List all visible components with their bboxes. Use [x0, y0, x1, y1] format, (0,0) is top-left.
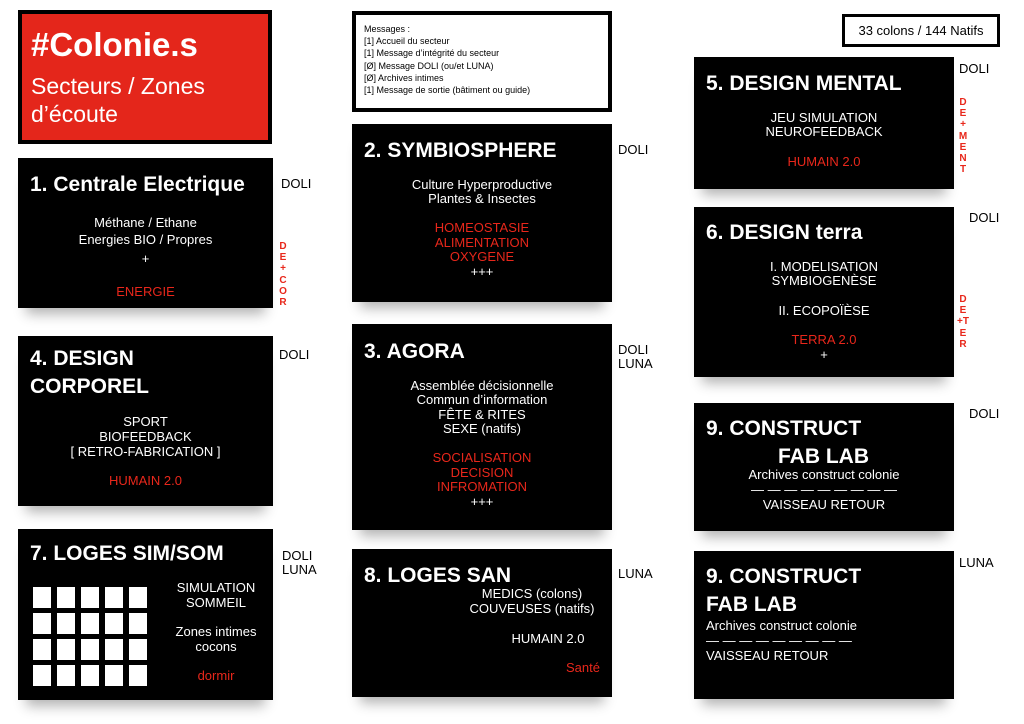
sector-line: Archives construct colonie — [706, 618, 858, 633]
sector-line: II. ECOPOÏÈSE — [778, 303, 870, 318]
sector-loges-sim-som — [18, 529, 273, 700]
sector-highlight: HUMAIN 2.0 — [109, 473, 182, 488]
sector-line: +++ — [470, 494, 494, 509]
sector-vertical-label: DE+TER — [957, 294, 969, 350]
sector-highlight: INFROMATION — [436, 479, 528, 494]
sector-highlight: ENERGIE — [116, 284, 175, 299]
sector-highlight: SOCIALISATION — [432, 450, 532, 465]
sector-line: JEU SIMULATION — [770, 110, 878, 125]
sector-line: + — [141, 251, 150, 266]
cocoon-cell — [129, 665, 147, 686]
cocoon-cell — [57, 665, 75, 686]
sector-tag: LUNA — [618, 566, 653, 581]
sector-line: +++ — [470, 264, 494, 279]
message-item: [1] Accueil du secteur — [364, 36, 450, 47]
sector-divider: — — — — — — — — — — [706, 633, 852, 648]
page-subtitle-line-2: d’écoute — [31, 101, 118, 127]
sector-title: 2. SYMBIOSPHERE — [364, 139, 557, 162]
sector-tag: DOLI — [279, 347, 310, 362]
cocoon-cell — [81, 613, 99, 634]
sector-tag: DOLI — [281, 176, 312, 191]
cocoon-cell — [33, 665, 51, 686]
sector-title: 5. DESIGN MENTAL — [706, 72, 902, 95]
sector-construct-fablab — [694, 403, 954, 531]
sector-line: cocons — [195, 639, 237, 654]
cocoon-cell — [81, 639, 99, 660]
sector-line: Culture Hyperproductive — [411, 177, 553, 192]
sector-highlight: OXYGENE — [449, 249, 515, 264]
sector-title: 8. LOGES SAN — [364, 564, 512, 587]
cocoon-cell — [81, 665, 99, 686]
cocoon-cell — [105, 639, 123, 660]
sector-tag: DOLI LUNA — [618, 342, 653, 371]
page-subtitle-line-1: Secteurs / Zones — [31, 73, 205, 99]
sector-line: + — [820, 347, 828, 362]
sector-title: 3. AGORA — [364, 340, 465, 363]
cocoon-cell — [57, 587, 75, 608]
sector-vertical-label: DE+COR — [279, 241, 287, 309]
sector-line: SOMMEIL — [186, 595, 246, 610]
message-item: [Ø] Archives intimes — [364, 72, 444, 83]
sector-highlight: Santé — [566, 660, 600, 675]
sector-line: FÊTE & RITES — [438, 407, 526, 422]
message-item: [1] Message d’intégrité du secteur — [364, 48, 500, 59]
sector-line: Energies BIO / Propres — [78, 232, 213, 247]
sector-line: COUVEUSES (natifs) — [469, 601, 595, 616]
message-item: [1] Message de sortie (bâtiment ou guide) — [364, 85, 531, 96]
sector-design-corporel — [18, 336, 273, 506]
sector-line: SPORT — [123, 414, 168, 429]
sector-agora — [352, 324, 612, 530]
sector-title: 6. DESIGN terra — [706, 221, 863, 244]
cocoon-cell — [33, 639, 51, 660]
sector-line: Assemblée décisionnelle — [410, 378, 554, 393]
cocoon-cell — [57, 639, 75, 660]
sector-line: SIMULATION — [176, 580, 256, 595]
population-count: 33 colons / 144 Natifs — [842, 14, 1000, 47]
sector-tag: DOLI LUNA — [282, 548, 317, 577]
sector-line: VAISSEAU RETOUR — [762, 497, 886, 512]
cocoon-cell — [129, 639, 147, 660]
page-title: #Colonie.s — [31, 26, 198, 63]
sector-line: SYMBIOGENÈSE — [771, 273, 877, 288]
title-block — [18, 10, 272, 144]
sector-tag: LUNA — [959, 555, 994, 570]
sector-line: Zones intimes — [175, 624, 257, 639]
cocoon-cell — [33, 587, 51, 608]
sector-symbiosphere — [352, 124, 612, 302]
sector-divider: — — — — — — — — — — [751, 482, 897, 497]
sector-tag: DOLI — [969, 210, 1000, 225]
sector-line: HUMAIN 2.0 — [511, 631, 585, 646]
sector-loges-san — [352, 549, 612, 697]
sector-title: 4. DESIGN CORPOREL — [30, 347, 150, 398]
messages-panel — [352, 11, 612, 112]
sector-design-mental — [694, 57, 954, 189]
sector-tag: DOLI — [959, 61, 990, 76]
sector-line: VAISSEAU RETOUR — [706, 648, 829, 663]
cocoon-cell — [129, 587, 147, 608]
sector-centrale-electrique — [18, 158, 273, 308]
cocoon-cell — [105, 587, 123, 608]
sector-line: MEDICS (colons) — [481, 586, 583, 601]
sector-line: Méthane / Ethane — [94, 215, 197, 230]
sector-highlight: dormir — [197, 668, 235, 683]
sector-title: FAB LAB — [778, 445, 869, 468]
sector-line: BIOFEEDBACK — [99, 429, 192, 444]
sector-tag: DOLI — [969, 406, 1000, 421]
sector-highlight: ALIMENTATION — [434, 235, 530, 250]
sector-highlight: HOMEOSTASIE — [434, 220, 530, 235]
cocoon-cell — [81, 587, 99, 608]
cocoon-cell — [129, 613, 147, 634]
sector-vertical-label: DE+MENT — [958, 97, 968, 176]
sector-line: NEUROFEEDBACK — [765, 124, 883, 139]
sector-line: Plantes & Insectes — [428, 191, 536, 206]
sector-title: 1. Centrale Electrique — [30, 173, 245, 196]
sector-line: [ RETRO-FABRICATION ] — [70, 444, 221, 459]
sector-construct-fablab — [694, 551, 954, 699]
sector-design-terra — [694, 207, 954, 377]
sector-line: Commun d’information — [416, 392, 548, 407]
sector-tag: DOLI — [618, 142, 649, 157]
sector-title: 9. CONSTRUCT — [706, 417, 862, 440]
sector-highlight: TERRA 2.0 — [791, 332, 857, 347]
cocoon-cell — [33, 613, 51, 634]
cocoon-cell — [57, 613, 75, 634]
message-item: [Ø] Message DOLI (ou/et LUNA) — [364, 60, 494, 71]
cocoon-cell — [105, 613, 123, 634]
messages-heading: Messages : — [364, 24, 411, 34]
sector-title: 7. LOGES SIM/SOM — [30, 542, 224, 565]
sector-highlight: DECISION — [450, 465, 514, 480]
sector-line: SEXE (natifs) — [442, 421, 522, 436]
sector-line: Archives construct colonie — [748, 467, 900, 482]
cocoon-cell — [105, 665, 123, 686]
sector-line: I. MODELISATION — [769, 259, 879, 274]
sector-highlight: HUMAIN 2.0 — [787, 154, 861, 169]
sector-title: 9. CONSTRUCT FAB LAB — [706, 565, 862, 616]
